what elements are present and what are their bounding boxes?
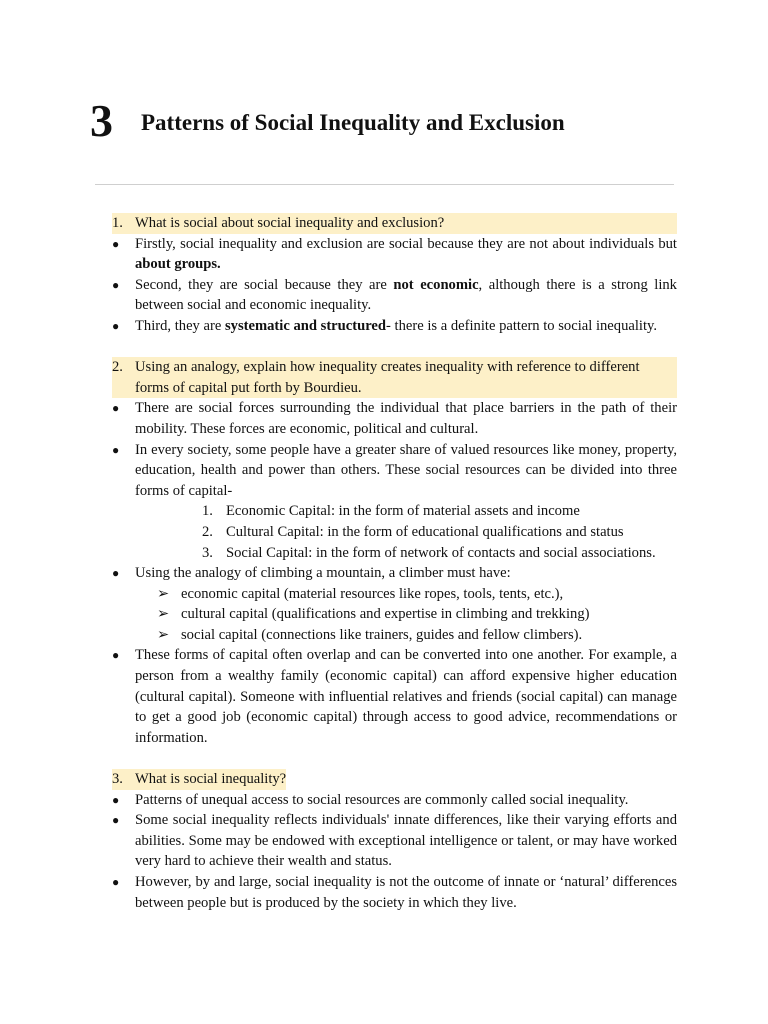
chapter-title: Patterns of Social Inequality and Exclusion xyxy=(141,110,565,135)
question-1 xyxy=(112,213,677,234)
list-text: cultural capital (qualifications and expertise in climbing and trekking) xyxy=(181,606,590,623)
list-item xyxy=(202,522,677,543)
spacer xyxy=(112,337,677,358)
arrow-bullet-icon: ➢ xyxy=(157,606,170,623)
bullet-item xyxy=(112,398,677,439)
chapter-number: 3 xyxy=(90,95,113,146)
list-text: economic capital (material resources like ropes, tools, tents, etc.), xyxy=(181,585,564,602)
arrow-bullet-icon: ➢ xyxy=(157,626,170,643)
question-number: 3. xyxy=(112,769,135,790)
bullet-item xyxy=(112,275,677,316)
text-run: - there is a definite pattern to social inequality. xyxy=(386,317,657,334)
spacer xyxy=(112,748,677,769)
list-number: 2. xyxy=(202,523,213,540)
bold-text: systematic and structured xyxy=(224,317,387,334)
bullet-text: However, by and large, social inequality is not the outcome of innate or ‘natural’ differences between people but is produced by the society in which they live. xyxy=(135,874,677,911)
bullet-icon: ● xyxy=(112,318,120,333)
list-text: Economic Capital: in the form of material assets and income xyxy=(226,503,580,520)
capital-forms-list xyxy=(112,501,677,563)
bullet-item xyxy=(112,872,677,913)
list-number: 3. xyxy=(202,544,213,561)
bullet-icon: ● xyxy=(112,792,120,807)
question-2 xyxy=(112,357,677,398)
question-text: Using an analogy, explain how inequality creates inequality with reference to different forms of capital put forth by Bourdieu. xyxy=(135,359,640,396)
list-item xyxy=(202,543,677,564)
text-run: Third, they are xyxy=(135,317,225,334)
bullet-item xyxy=(112,316,677,337)
bullet-icon: ● xyxy=(112,566,120,581)
bullet-text xyxy=(135,234,677,275)
bold-text: about groups. xyxy=(135,256,221,273)
bullet-text: There are social forces surrounding the individual that place barriers in the path of their mobility. These forces are economic, political and cultural. xyxy=(135,400,677,437)
bullet-text: In every society, some people have a greater share of valued resources like money, property, education, health and power than others. These social resources can be divided into three forms of capital- xyxy=(135,441,677,499)
list-item xyxy=(202,501,677,522)
question-text: What is social inequality? xyxy=(135,769,286,790)
text-run: Second, they are social because they are xyxy=(135,276,394,293)
bullet-icon: ● xyxy=(112,236,120,251)
list-item xyxy=(157,604,677,625)
bold-text: not economic xyxy=(393,276,479,293)
bullet-icon: ● xyxy=(112,648,120,663)
list-number: 1. xyxy=(202,503,213,520)
document-body xyxy=(112,213,677,913)
bullet-text: Using the analogy of climbing a mountain, a climber must have: xyxy=(135,565,511,582)
list-text: Cultural Capital: in the form of educational qualifications and status xyxy=(226,523,624,540)
text-run: Firstly, social inequality and exclusion are social because they are not about individuals but xyxy=(135,235,677,252)
bullet-icon: ● xyxy=(112,277,120,292)
question-3 xyxy=(112,769,677,790)
bullet-item xyxy=(112,563,677,584)
analogy-list xyxy=(112,584,677,646)
arrow-bullet-icon: ➢ xyxy=(157,585,170,602)
question-number: 1. xyxy=(112,215,123,231)
question-number: 2. xyxy=(112,359,123,376)
bullet-icon: ● xyxy=(112,401,120,416)
bullet-text xyxy=(135,316,677,337)
bullet-text: Some social inequality reflects individuals' innate differences, like their varying efforts and abilities. Some may be endowed with exceptional intelligence or talent, or may have worked very hard to achieve their wealth and status. xyxy=(135,812,677,870)
chapter-heading xyxy=(90,95,565,146)
bullet-text: Patterns of unequal access to social resources are commonly called social inequality. xyxy=(135,791,629,808)
bullet-icon: ● xyxy=(112,875,120,889)
bullet-item xyxy=(112,234,677,275)
bullet-text xyxy=(135,275,677,316)
list-text: Social Capital: in the form of network of contacts and social associations. xyxy=(226,544,656,561)
bullet-item xyxy=(112,645,677,748)
bullet-text: These forms of capital often overlap and can be converted into one another. For example, a person from a wealthy family (economic capital) can afford expensive higher education (cultural capital). Someone with influential relatives and friends (social capital) can manage to get a good job (economic capital) through access to good advice, recommendations or information. xyxy=(135,647,677,746)
horizontal-rule xyxy=(95,184,674,185)
list-item xyxy=(157,625,677,646)
bullet-icon: ● xyxy=(112,442,120,457)
text-run: , although there is a strong link between social and economic inequality. xyxy=(135,276,677,314)
bullet-item xyxy=(112,810,677,872)
list-text: social capital (connections like trainers, guides and fellow climbers). xyxy=(181,626,583,643)
bullet-item xyxy=(112,440,677,502)
list-item xyxy=(157,584,677,605)
question-text: What is social about social inequality and exclusion? xyxy=(135,215,445,231)
bullet-item xyxy=(112,790,677,811)
bullet-icon: ● xyxy=(112,813,120,828)
